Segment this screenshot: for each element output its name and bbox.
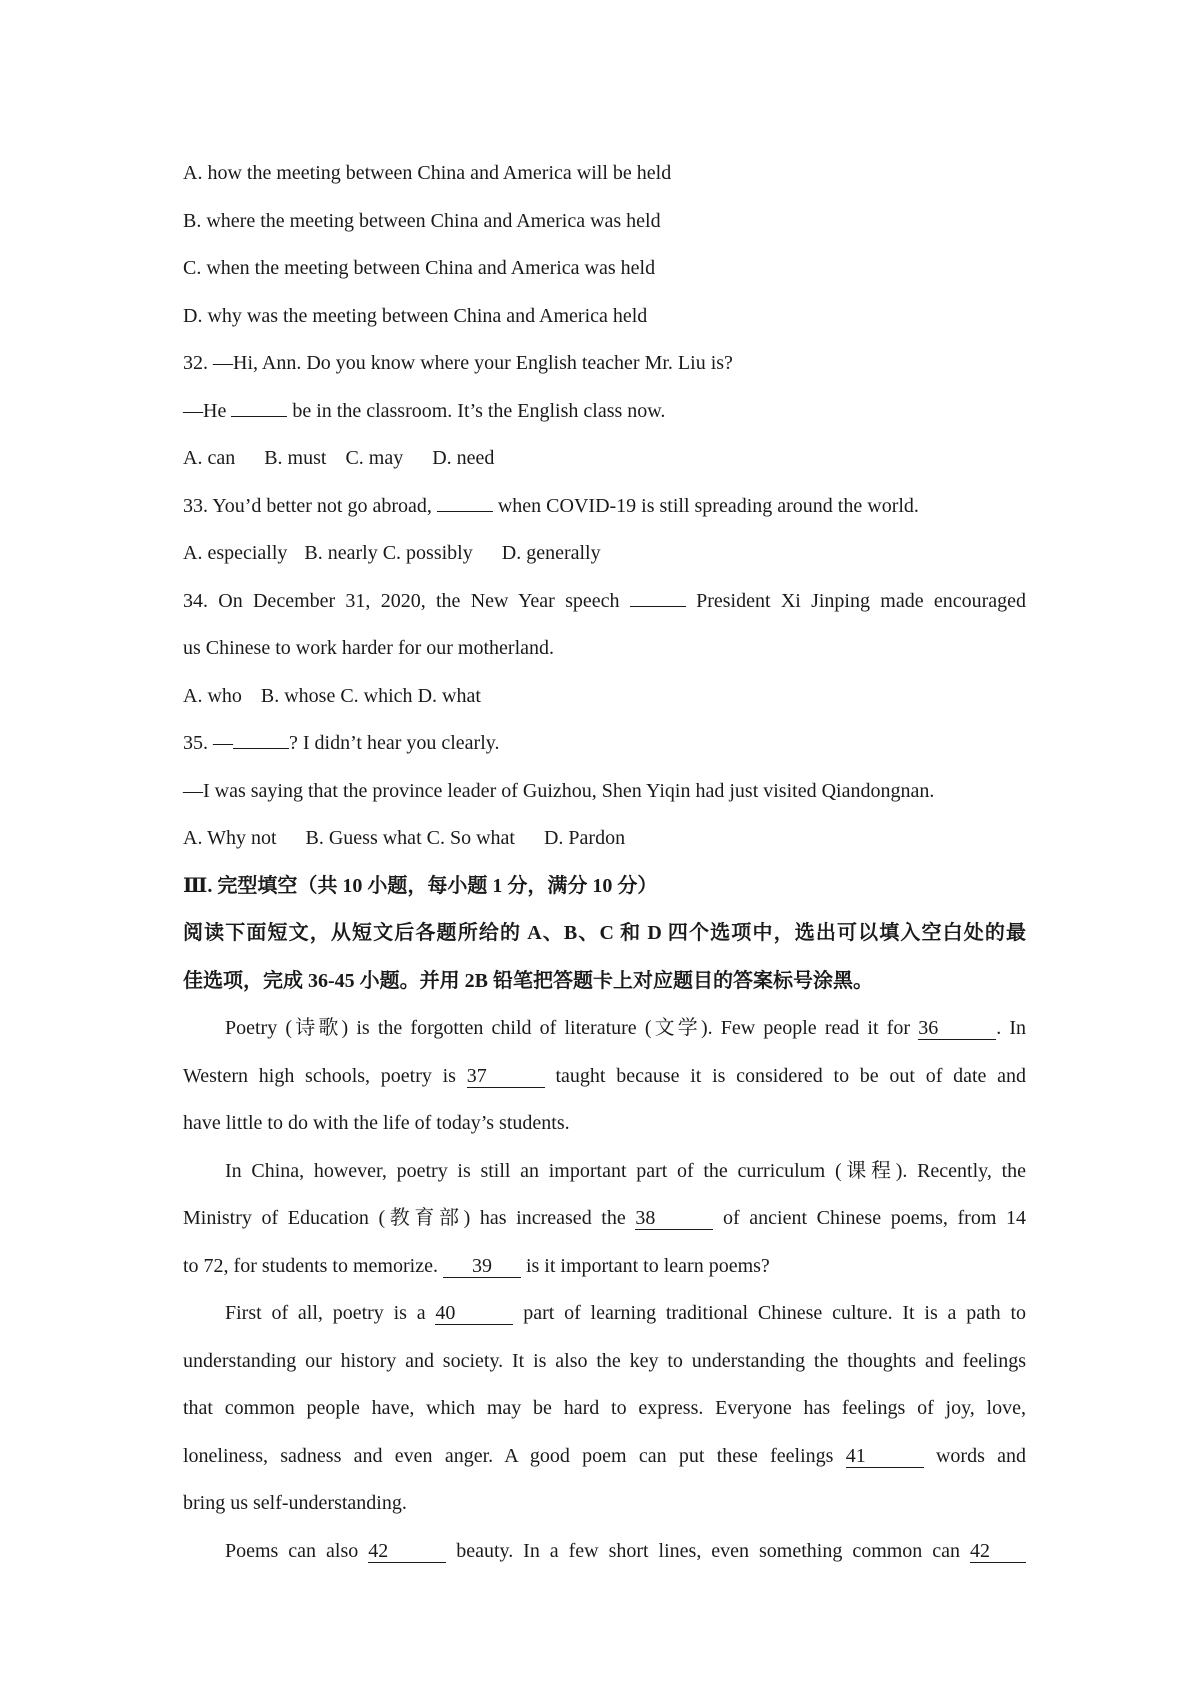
passage-p2-line2: Ministry of Education (教育部) has increased the 38 of ancient Chinese poems, from 14 [183,1207,1027,1229]
passage-p4-line1: Poems can also 42 beauty. In a few short lines, even something common can 42 [183,1528,1026,1576]
passage-p1-line2: Western high schools, poetry is 37 taught because it is considered to be out of date and [183,1064,1027,1087]
q31-option-a: A. how the meeting between China and America will be held [183,162,672,184]
passage-p2-line1: In China, however, poetry is still an important part of the curriculum (课程). Recently, the [225,1159,1026,1182]
q35-option-a: A. Why not [183,827,277,849]
q35-question: 35. — ? I didn’t hear you clearly. [183,732,500,754]
q35-answer: —I was saying that the province leader of Guizhou, Shen Yiqin had just visited Qiandongnan. [183,779,935,802]
q35-option-b: B. Guess what [305,827,422,849]
q35-options [183,815,1026,863]
q33-question: 33. You’d better not go abroad, when COVID-19 is still spreading around the world. [183,494,919,517]
exam-page [183,150,1026,1575]
section-3-instructions-line2: 佳选项，完成 36-45 小题。并用 2B 铅笔把答题卡上对应题目的答案标号涂黑。 [183,969,873,992]
q32-blank [231,416,287,417]
blank-40: 40 [435,1302,513,1325]
passage-p3-line2: understanding our history and society. It is also the key to understanding the thoughts and feelings [183,1349,1026,1372]
blank-38: 38 [635,1207,713,1230]
q33-options [183,530,1026,578]
q31-option-d: D. why was the meeting between China and America held [183,304,648,327]
q34-question-line1: 34. On December 31, 2020, the New Year speech President Xi Jinping made encouraged [183,589,1027,612]
q31-option-c: C. when the meeting between China and America was held [183,257,656,279]
q34-option-d: D. what [417,684,481,707]
blank-41: 41 [846,1445,924,1468]
q33-option-c: C. possibly [382,542,473,564]
passage-p3-line1: First of all, poetry is a 40 part of learning traditional Chinese culture. It is a path to [225,1302,1026,1324]
q33-option-b: B. nearly [304,542,378,564]
q32-question: 32. —Hi, Ann. Do you know where your English teacher Mr. Liu is? [183,352,733,374]
blank-42: 42 [368,1540,446,1563]
passage-p1-line3: have little to do with the life of today’s students. [183,1112,570,1134]
q32-options [183,435,1026,483]
section-3-instructions-line1: 阅读下面短文，从短文后各题所给的 A、B、C 和 D 四个选项中，选出可以填入空白处的最 [183,922,1026,944]
q32-answer-line: —He be in the classroom. It’s the English class now. [183,399,666,422]
passage-p1-line1: Poetry (诗歌) is the forgotten child of literature (文学). Few people read it for 36 . In [225,1017,1027,1039]
blank-37: 37 [467,1065,545,1088]
q31-option-b: B. where the meeting between China and America was held [183,209,661,232]
q32-option-c: C. may [345,447,404,469]
q35-blank [233,748,289,749]
q34-question-line2: us Chinese to work harder for our motherland. [183,637,555,659]
blank-42-second: 42 [970,1540,1026,1563]
passage-p3-line3: that common people have, which may be hard to express. Everyone has feelings of joy, love, [183,1397,1026,1419]
q35-option-d: D. Pardon [543,827,626,849]
q33-option-d: D. generally [501,542,601,564]
q32-option-b: B. must [264,447,327,469]
blank-36: 36 [918,1017,996,1040]
q33-option-a: A. especially [183,542,288,564]
passage-p3-line4: loneliness, sadness and even anger. A good poem can put these feelings 41 words and [183,1444,1027,1467]
blank-39: 39 [443,1255,521,1278]
section-3-heading: Ⅲ. 完型填空（共 10 小题，每小题 1 分，满分 10 分） [183,874,658,897]
q34-options [183,673,1026,721]
q34-option-a: A. who [183,684,242,707]
q34-option-c: C. which [340,684,413,707]
q32-option-a: A. can [183,447,236,469]
q32-option-d: D. need [432,447,495,469]
q35-option-c: C. So what [426,827,515,849]
passage-p3-line5: bring us self-understanding. [183,1492,407,1514]
q34-blank [630,606,686,607]
q34-option-b: B. whose [260,684,336,707]
q33-blank [437,511,493,512]
passage-p2-line3: to 72, for students to memorize. 39 is it important to learn poems? [183,1254,770,1277]
